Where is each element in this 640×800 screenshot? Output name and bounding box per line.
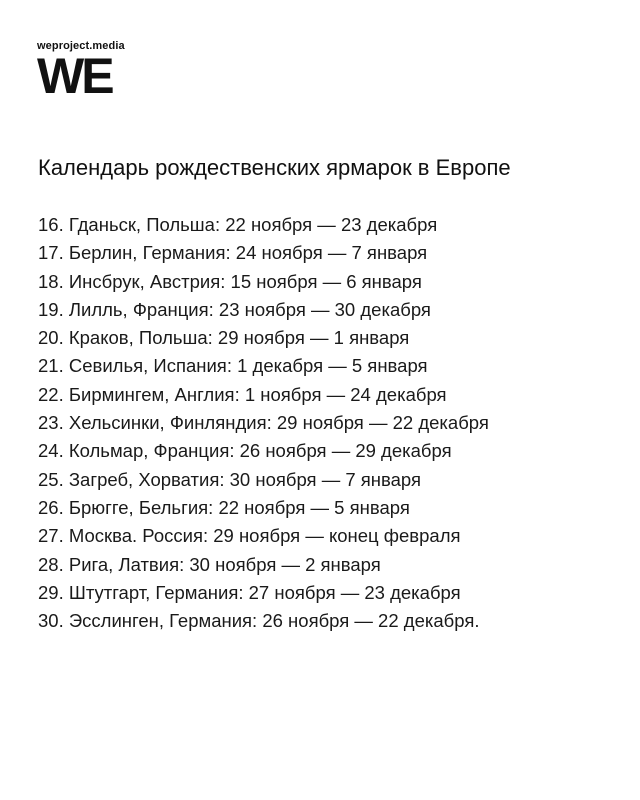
fair-item: 27. Москва. Россия: 29 ноября — конец февраля	[38, 525, 461, 547]
fair-item: 17. Берлин, Германия: 24 ноября — 7 января	[38, 242, 428, 264]
fair-item: 25. Загреб, Хорватия: 30 ноября — 7 января	[38, 468, 422, 490]
fair-item: 19. Лилль, Франция: 23 ноября — 30 декабря	[38, 298, 431, 320]
page-title: Календарь рождественских ярмарок в Европе	[38, 155, 511, 180]
brand-logo: WE	[37, 48, 112, 104]
fair-item: 18. Инсбрук, Австрия: 15 ноября — 6 января	[38, 270, 422, 292]
brand-site-name: weproject.media	[37, 40, 125, 52]
fair-item: 22. Бирмингем, Англия: 1 ноября — 24 декабря	[38, 383, 447, 405]
fair-item: 28. Рига, Латвия: 30 ноября — 2 января	[38, 553, 381, 575]
fair-item: 26. Брюгге, Бельгия: 22 ноября — 5 января	[38, 496, 410, 518]
fair-item: 20. Краков, Польша: 29 ноября — 1 января	[38, 327, 410, 349]
brand-block	[37, 40, 125, 104]
fair-item: 30. Эсслинген, Германия: 26 ноября — 22 декабря.	[38, 610, 480, 632]
fair-item: 23. Хельсинки, Финляндия: 29 ноября — 22 декабря	[38, 412, 489, 434]
fair-item: 29. Штутгарт, Германия: 27 ноября — 23 декабря	[38, 581, 461, 603]
fair-item: 16. Гданьск, Польша: 22 ноября — 23 декабря	[38, 214, 438, 235]
fair-item: 24. Кольмар, Франция: 26 ноября — 29 декабря	[38, 440, 452, 462]
fair-item: 21. Севилья, Испания: 1 декабря — 5 января	[38, 355, 428, 377]
fair-list	[38, 211, 489, 635]
